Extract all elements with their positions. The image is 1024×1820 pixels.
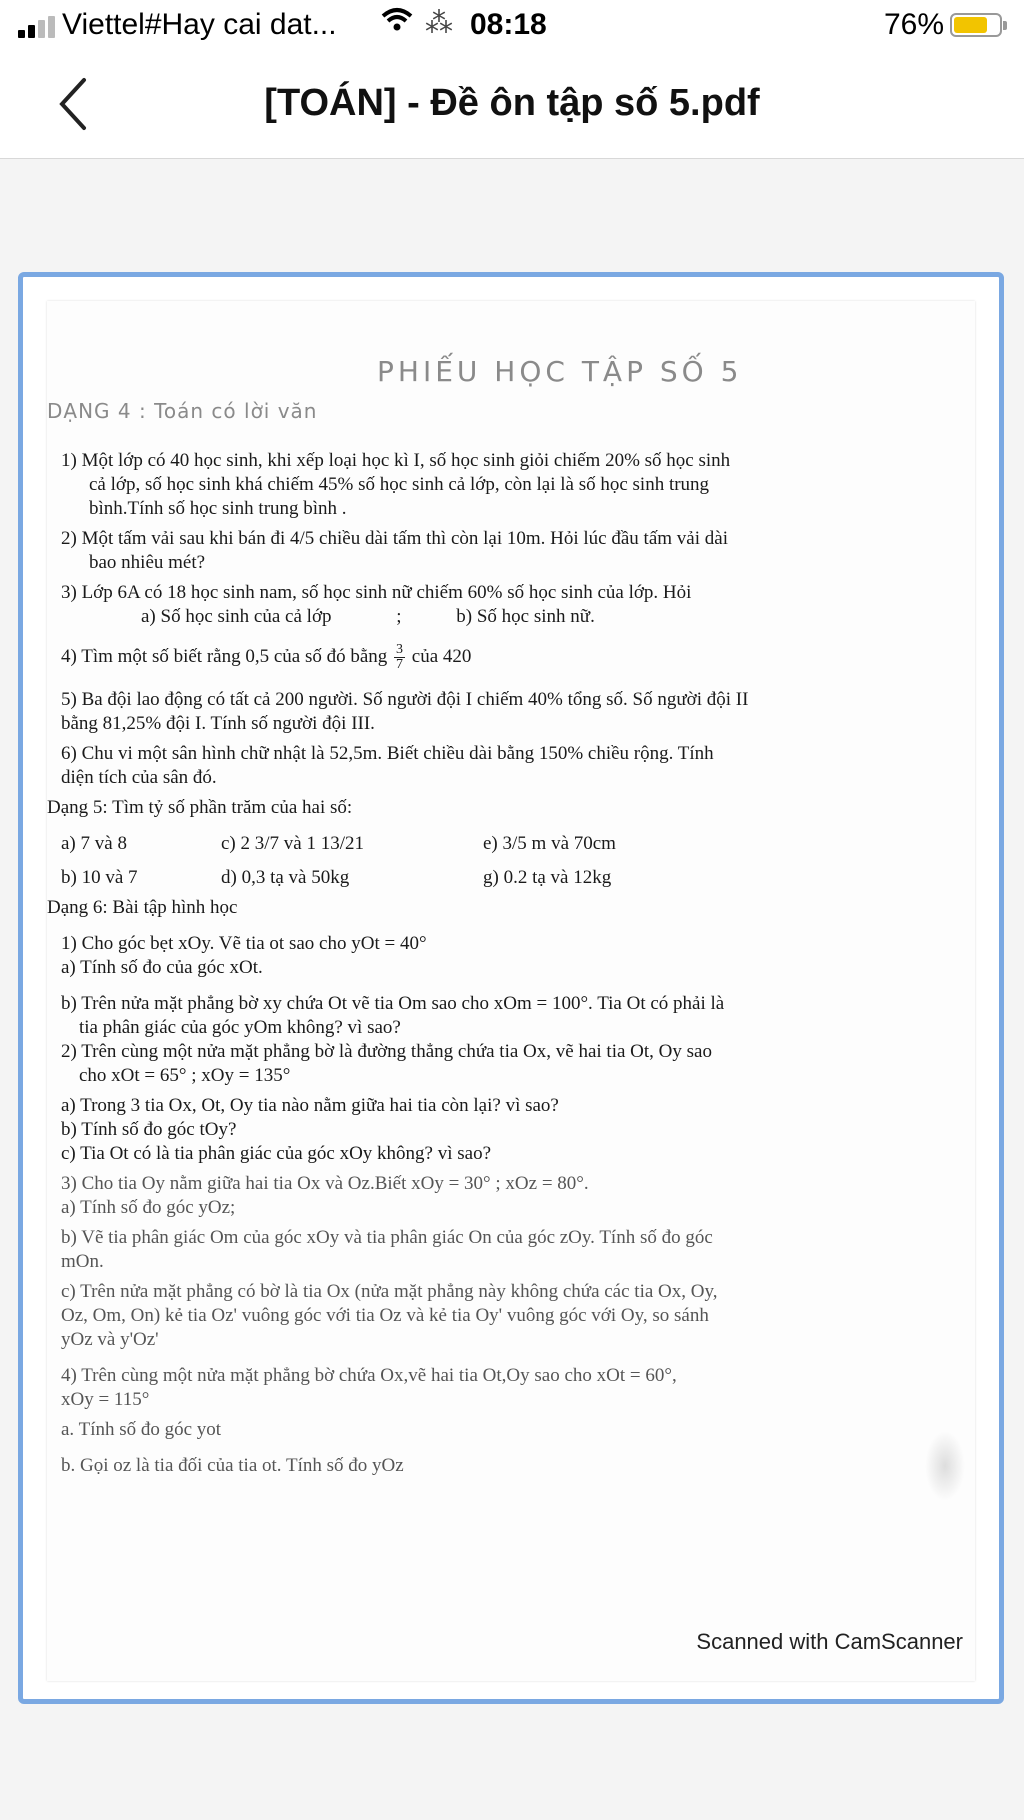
scan-smudge: [925, 1431, 965, 1501]
question-line: [61, 643, 951, 672]
wifi-icon: [380, 4, 414, 46]
question-line: 1) Một lớp có 40 học sinh, khi xếp loại học kì I, số học sinh giỏi chiếm 20% số học sinh: [61, 450, 731, 471]
question-line: xOy = 115°: [61, 1389, 150, 1410]
question-line: c) Tia Ot có là tia phân giác của góc xOy không? vì sao?: [61, 1143, 492, 1164]
ratio-item: a) 7 và 8: [61, 833, 127, 854]
question-line: 3) Lớp 6A có 18 học sinh nam, số học sinh nữ chiếm 60% số học sinh của lớp. Hỏi: [61, 582, 692, 603]
question-line: yOz và y'Oz': [61, 1329, 159, 1350]
section-6-heading: Dạng 6: Bài tập hình học: [47, 897, 238, 918]
ratio-item: d) 0,3 tạ và 50kg: [221, 867, 350, 888]
section-5-heading: Dạng 5: Tìm tỷ số phần trăm của hai số:: [47, 797, 353, 818]
question-line: [61, 605, 951, 629]
ratio-item: e) 3/5 m và 70cm: [483, 833, 616, 854]
carrier-name: Viettel#Hay cai dat...: [62, 8, 337, 41]
question-line: tia phân giác của góc yOm không? vì sao?: [79, 1017, 401, 1038]
question-line: bình.Tính số học sinh trung bình .: [89, 498, 347, 519]
section-4-heading: DẠNG 4 : Toán có lời văn: [47, 399, 318, 423]
question-line: Oz, Om, On) kẻ tia Oz' vuông góc với tia Oz và kẻ tia Oy' vuông góc với Oy, so sánh: [61, 1305, 709, 1326]
question-line: a) Tính số đo của góc xOt.: [61, 957, 263, 978]
question-line: 4) Trên cùng một nửa mặt phẳng bờ chứa Ox,vẽ hai tia Ot,Oy sao cho xOt = 60°,: [61, 1365, 677, 1386]
fraction: [394, 643, 405, 672]
question-line: b) Trên nửa mặt phẳng bờ xy chứa Ot vẽ tia Om sao cho xOm = 100°. Tia Ot có phải là: [61, 993, 725, 1014]
question-line: a. Tính số đo góc yot: [61, 1419, 222, 1440]
q4-text-end: của 420: [411, 645, 472, 667]
document-body: [47, 449, 951, 1478]
question-line: bao nhiêu mét?: [89, 552, 206, 573]
denominator: 7: [396, 657, 404, 672]
question-line: 5) Ba đội lao động có tất cả 200 người. Số người đội I chiếm 40% tổng số. Số người đội II: [61, 689, 749, 710]
question-line: bằng 81,25% đội I. Tính số người đội III.: [61, 713, 375, 734]
camscanner-watermark: Scanned with CamScanner: [696, 1629, 963, 1654]
ratio-item: c) 2 3/7 và 1 13/21: [221, 833, 365, 854]
status-bar: [0, 0, 1024, 52]
question-line: 1) Cho góc bẹt xOy. Vẽ tia ot sao cho yOt = 40°: [61, 933, 427, 954]
navigation-bar: [0, 52, 1024, 159]
q3-part-a: a) Số học sinh của cả lớp: [141, 606, 332, 627]
clock: 08:18: [470, 8, 547, 41]
question-line: 6) Chu vi một sân hình chữ nhật là 52,5m. Biết chiều dài bằng 150% chiều rộng. Tính: [61, 743, 714, 764]
numerator: 3: [396, 642, 404, 657]
question-line: b) Vẽ tia phân giác Om của góc xOy và tia phân giác On của góc zOy. Tính số đo góc: [61, 1227, 713, 1248]
loading-icon: ⁂: [425, 7, 453, 38]
ratio-row: [61, 832, 951, 856]
worksheet-heading: PHIẾU HỌC TẬP SỐ 5: [377, 355, 743, 388]
pdf-viewer[interactable]: [18, 272, 1004, 1704]
ratio-row: [61, 866, 951, 890]
question-line: 2) Trên cùng một nửa mặt phẳng bờ là đường thẳng chứa tia Ox, vẽ hai tia Ot, Oy sao: [61, 1041, 712, 1062]
ratio-item: b) 10 và 7: [61, 867, 138, 888]
question-line: cả lớp, số học sinh khá chiếm 45% số học sinh cả lớp, còn lại là số học sinh trung: [89, 474, 710, 495]
question-line: diện tích của sân đó.: [61, 767, 217, 788]
battery-icon: [950, 13, 1002, 37]
q3-part-b: b) Số học sinh nữ.: [456, 606, 595, 627]
question-line: 2) Một tấm vải sau khi bán đi 4/5 chiều dài tấm thì còn lại 10m. Hỏi lúc đầu tấm vải dài: [61, 528, 728, 549]
question-line: cho xOt = 65° ; xOy = 135°: [79, 1065, 291, 1086]
question-line: c) Trên nửa mặt phẳng có bờ là tia Ox (nửa mặt phẳng này không chứa các tia Ox, Oy,: [61, 1281, 718, 1302]
q3-separator: ;: [396, 606, 402, 627]
document-title: [TOÁN] - Đề ôn tập số 5.pdf: [264, 82, 760, 124]
question-line: b. Gọi oz là tia đối của tia ot. Tính số đo yOz: [61, 1455, 404, 1476]
signal-icon: [18, 16, 58, 38]
question-line: 3) Cho tia Oy nằm giữa hai tia Ox và Oz.Biết xOy = 30° ; xOz = 80°.: [61, 1173, 589, 1194]
question-line: b) Tính số đo góc tOy?: [61, 1119, 237, 1140]
ratio-item: g) 0.2 tạ và 12kg: [483, 867, 612, 888]
battery-percent: 76%: [884, 8, 945, 41]
question-line: a) Tính số đo góc yOz;: [61, 1197, 236, 1218]
question-line: a) Trong 3 tia Ox, Ot, Oy tia nào nằm giữa hai tia còn lại? vì sao?: [61, 1095, 559, 1116]
q4-text: 4) Tìm một số biết rằng 0,5 của số đó bằng: [61, 645, 388, 667]
pdf-page: [47, 301, 975, 1681]
question-line: mOn.: [61, 1251, 104, 1272]
